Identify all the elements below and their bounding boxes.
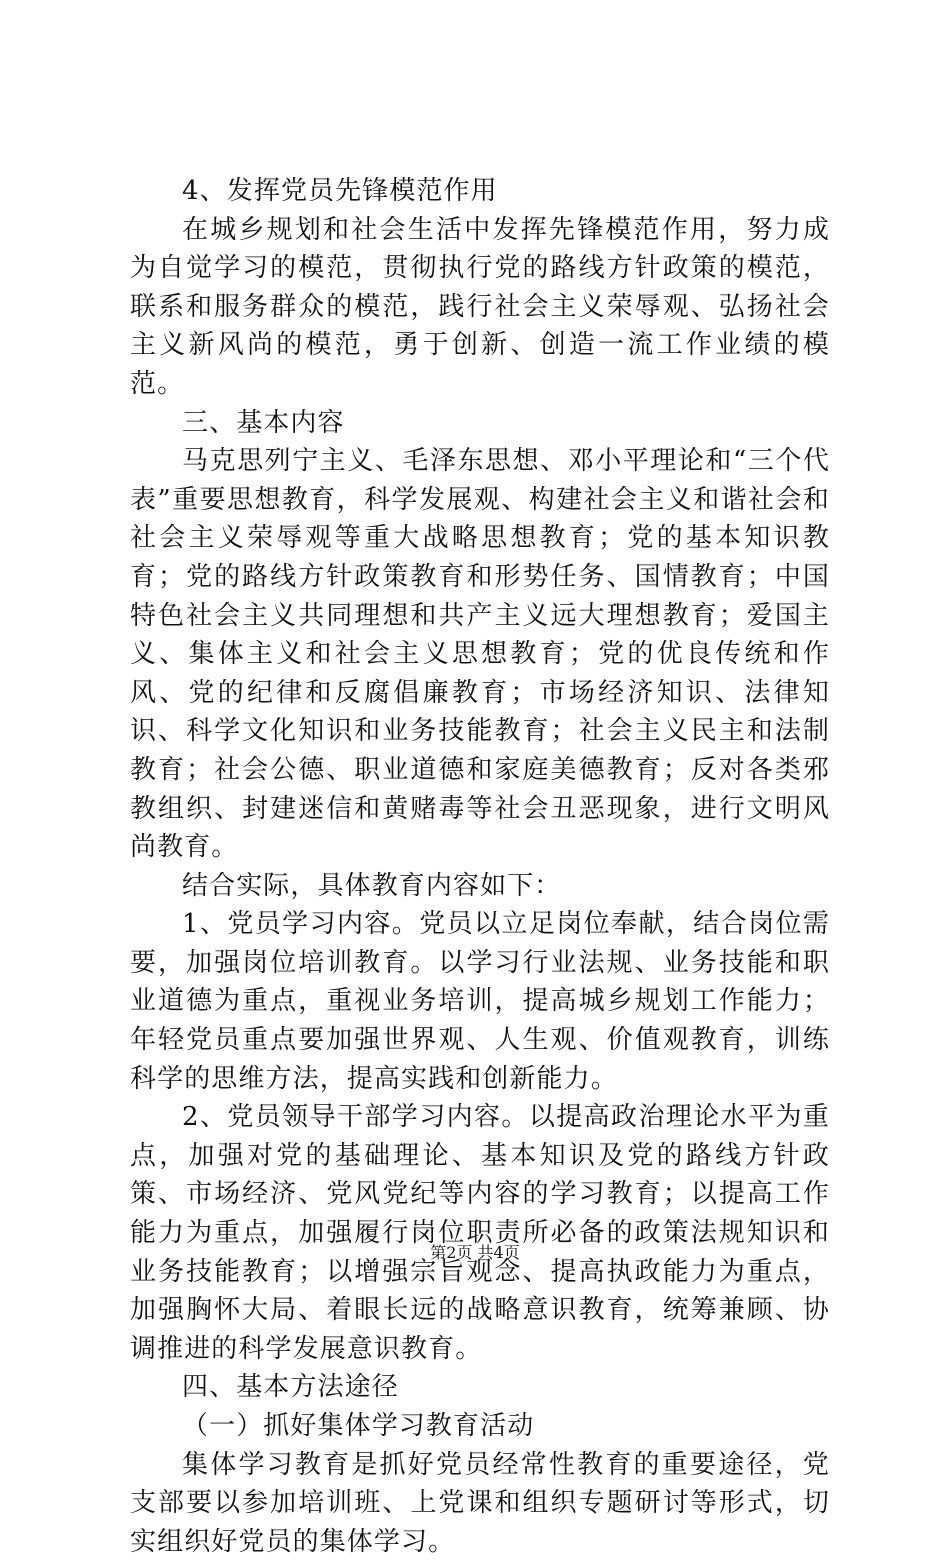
paragraph: 1、党员学习内容。党员以立足岗位奉献，结合岗位需要，加强岗位培训教育。以学习行业法规、业务技能和职业道德为重点，重视业务培训，提高城乡规划工作能力；年轻党员重点要加强世界观、人生观、价值观教育，训练科学的思维方法，提高实践和创新能力。 <box>130 909 830 1094</box>
document-body <box>130 172 830 1561</box>
section-heading: 四、基本方法途径 <box>182 1372 399 1403</box>
section-heading: 4、发挥党员先锋模范作用 <box>182 176 498 206</box>
paragraph: 结合实际，具体教育内容如下： <box>182 870 562 901</box>
paragraph: 在城乡规划和社会生活中发挥先锋模范作用，努力成为自觉学习的模范，贯彻执行党的路线方针政策的模范，联系和服务群众的模范，践行社会主义荣辱观、弘扬社会主义新风尚的模范，勇于创新、创造一流工作业绩的模范。 <box>130 214 830 399</box>
paragraph: 马克思列宁主义、毛泽东思想、邓小平理论和“三个代表”重要思想教育，科学发展观、构建社会主义和谐社会和社会主义荣辱观等重大战略思想教育；党的基本知识教育；党的路线方针政策教育和形势任务、国情教育；中国特色社会主义共同理想和共产主义远大理想教育；爱国主义、集体主义和社会主义思想教育；党的优良传统和作风、党的纪律和反腐倡廉教育；市场经济知识、法律知识、科学文化知识和业务技能教育；社会主义民主和法制教育；社会公德、职业道德和家庭美德教育；反对各类邪教组织、封建迷信和黄赌毒等社会丑恶现象，进行文明风尚教育。 <box>130 446 830 863</box>
page-number-footer: 第2页 共4页 <box>430 1243 520 1262</box>
paragraph: 集体学习教育是抓好党员经常性教育的重要途径，党支部要以参加培训班、上党课和组织专题研讨等形式，切实组织好党员的集体学习。 <box>130 1449 830 1557</box>
section-heading: 三、基本内容 <box>182 407 345 438</box>
subsection-heading: （一）抓好集体学习教育活动 <box>182 1411 535 1441</box>
paragraph: 2、党员领导干部学习内容。以提高政治理论水平为重点，加强对党的基础理论、基本知识及党的路线方针政策、市场经济、党风党纪等内容的学习教育；以提高工作能力为重点，加强履行岗位职责所必备的政策法规知识和业务技能教育；以增强宗旨观念、提高执政能力为重点，加强胸怀大局、着眼长远的战略意识教育，统筹兼顾、协调推进的科学发展意识教育。 <box>130 1102 830 1364</box>
